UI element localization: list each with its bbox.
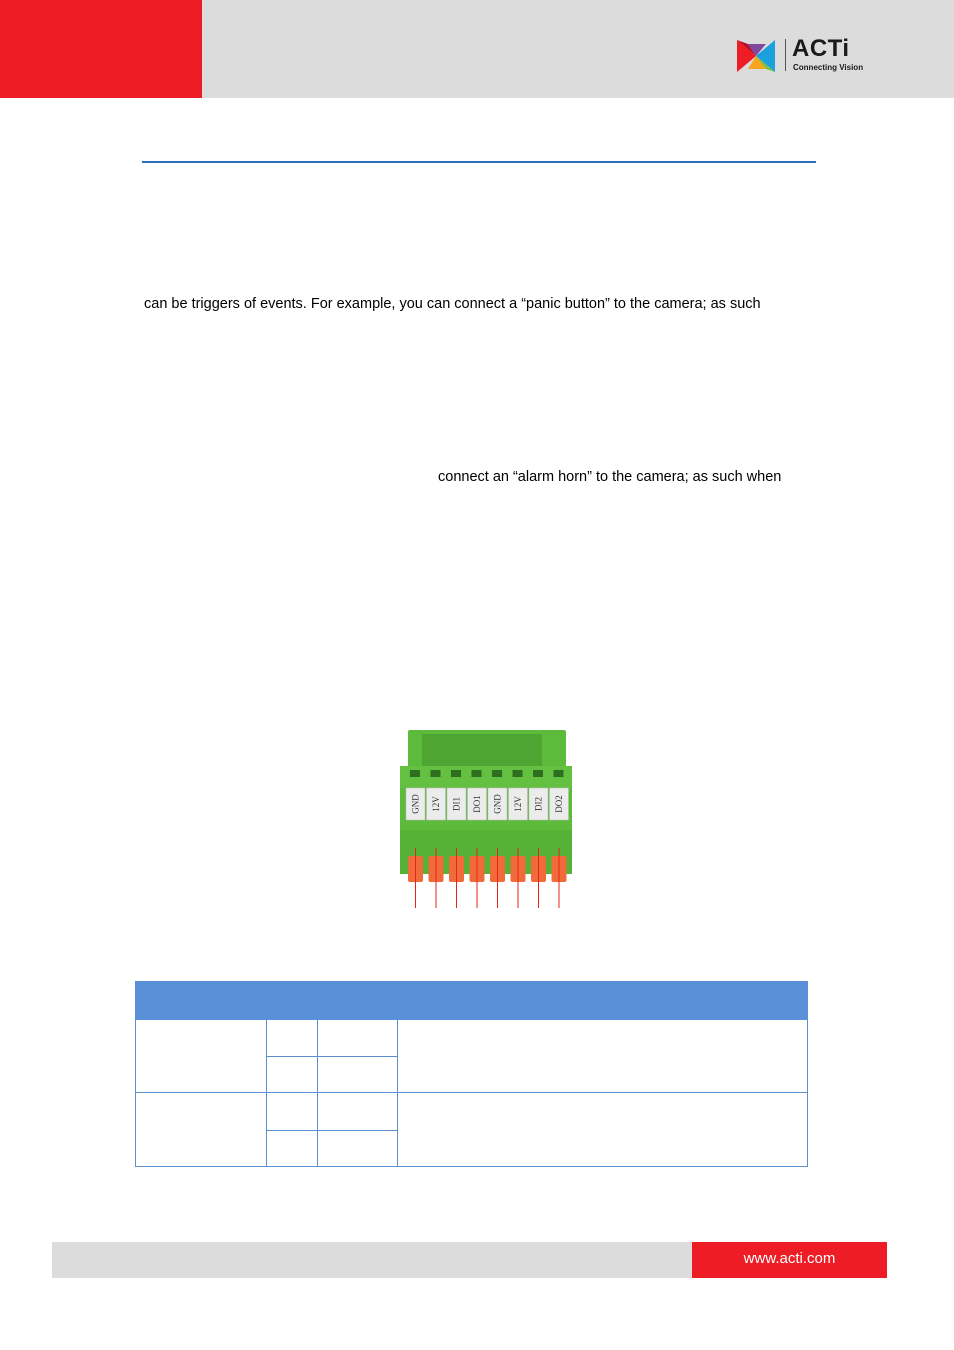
terminal-slot <box>513 770 523 777</box>
table-row <box>136 1093 808 1131</box>
terminal-slot <box>554 770 564 777</box>
description-cell <box>398 1020 808 1093</box>
connector-photo <box>398 728 574 910</box>
logo-divider <box>785 39 786 71</box>
pin-label: DO1 <box>472 795 482 813</box>
acti-logo-icon <box>734 36 784 76</box>
pin-cell <box>267 1057 318 1093</box>
footer-url-block <box>692 1242 887 1278</box>
pin-label: DI1 <box>451 797 462 811</box>
body-line-di: can be triggers of events. For example, you can connect a “panic button” to the camera; as such <box>144 296 761 312</box>
pin-cell <box>267 1020 318 1057</box>
section-divider <box>142 161 816 163</box>
table-header-row <box>136 982 808 1020</box>
page-footer <box>52 1242 692 1278</box>
pin-name-cell <box>318 1093 398 1131</box>
group-cell <box>136 1020 267 1093</box>
pin-label: DI2 <box>533 797 544 811</box>
header-cell-2 <box>267 982 318 1020</box>
acti-logo <box>734 36 874 76</box>
pin-definition-table <box>135 981 808 1167</box>
terminal-slot <box>492 770 502 777</box>
header-cell-4 <box>398 982 808 1020</box>
terminal-slot <box>410 770 420 777</box>
footer-url[interactable]: www.acti.com <box>743 1250 836 1267</box>
pin-name-cell <box>318 1057 398 1093</box>
brand-name: ACTi <box>792 35 850 62</box>
terminal-slot <box>451 770 461 777</box>
body-line-do: connect an “alarm horn” to the camera; as such when <box>438 469 782 485</box>
terminal-slot <box>431 770 441 777</box>
pin-label: 12V <box>431 796 441 812</box>
pin-cell <box>267 1131 318 1167</box>
pin-label: 12V <box>513 796 523 812</box>
table-row <box>136 1020 808 1057</box>
pin-cell <box>267 1093 318 1131</box>
pin-label: GND <box>410 794 421 814</box>
pin-name-cell <box>318 1131 398 1167</box>
group-cell <box>136 1093 267 1167</box>
header-red-block <box>0 0 202 98</box>
pin-label: GND <box>492 794 503 814</box>
terminal-slot <box>533 770 543 777</box>
terminal-slot <box>472 770 482 777</box>
header-cell-1 <box>136 982 267 1020</box>
pin-name-cell <box>318 1020 398 1057</box>
pin-label: DO2 <box>554 795 564 813</box>
description-cell <box>398 1093 808 1167</box>
brand-tagline: Connecting Vision <box>793 63 864 72</box>
header-cell-3 <box>318 982 398 1020</box>
